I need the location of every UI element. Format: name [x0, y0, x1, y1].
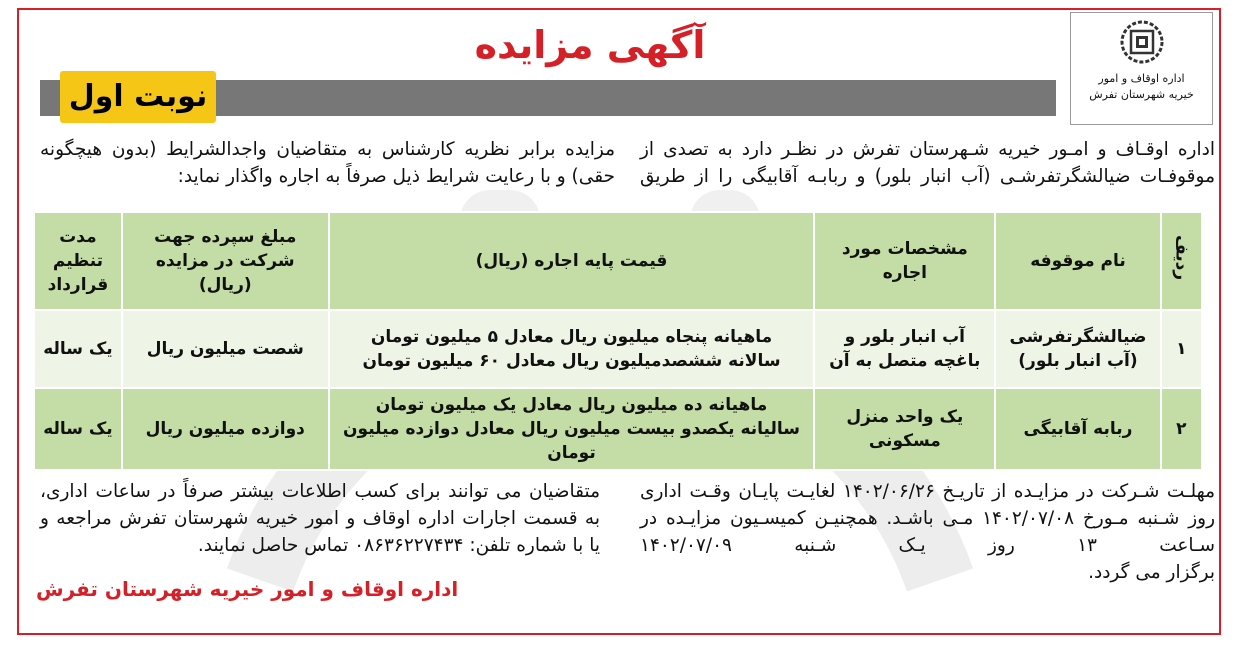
- round-badge-label: نوبت اول: [68, 79, 208, 114]
- cell-price: [329, 310, 815, 388]
- header-deposit: مبلغ سپرده جهت شرکت در مزایده (ریال): [122, 212, 329, 310]
- organization-logo-box: [1070, 12, 1213, 125]
- intro-paragraph: [40, 136, 1215, 196]
- round-badge: [60, 71, 216, 123]
- auction-table: [33, 211, 1203, 471]
- table-row: [34, 310, 1202, 388]
- cell-name: ضیالشگرتفرشی (آب انبار بلور): [995, 310, 1160, 388]
- price-yearly: سالانه ششصدمیلیون ریال معادل ۶۰ میلیون تومان: [362, 351, 781, 371]
- cell-term: یک ساله: [34, 388, 122, 470]
- header-spec: مشخصات مورد اجاره: [814, 212, 995, 310]
- cell-deposit: شصت میلیون ریال: [122, 310, 329, 388]
- header-no: ردیف: [1161, 212, 1202, 310]
- price-monthly: ماهیانه پنجاه میلیون ریال معادل ۵ میلیون تومان: [370, 327, 773, 347]
- org-name-line2: خیریه شهرستان تفرش: [1089, 88, 1194, 101]
- deadline-main: مهلـت شـرکت در مزایـده از تاریـخ ۱۴۰۲/۰۶/۲۶ لغایـت پایـان وقـت اداری روز شـنبه مـورخ ۱۴۰۲/۰۷/۰۸ مـی باشـد. همچنیـن کمیسـیون مزایـده در سـاعت ۱۳ روز یـک شـنبه ۱۴۰۲/۰۷/۰۹: [640, 481, 1216, 556]
- notice-title: آگهی مزایده: [474, 23, 706, 67]
- header-price: قیمت پایه اجاره (ریال): [329, 212, 815, 310]
- deadline-text: [640, 478, 1215, 586]
- price-yearly: سالیانه یکصدو بیست میلیون ریال معادل دوازده میلیون تومان: [343, 419, 800, 463]
- cell-deposit: دوازده میلیون ریال: [122, 388, 329, 470]
- price-monthly: ماهیانه ده میلیون ریال معادل یک میلیون تومان: [375, 395, 768, 415]
- org-name-line1: اداره اوقاف و امور: [1098, 72, 1185, 85]
- cell-no: ۱: [1161, 310, 1202, 388]
- table-header-row: [34, 212, 1202, 310]
- header-term: مدت تنظیم قرارداد: [34, 212, 122, 310]
- intro-right-column: اداره اوقـاف و امـور خیریه شـهرستان تفرش در نظـر دارد به تصدی از موقوفـات ضیالشگرتفرشـی (آب انبار بلور) و ربابـه آقابیگی را از طریق: [640, 139, 1215, 187]
- table-row: [34, 388, 1202, 470]
- cell-no: ۲: [1161, 388, 1202, 470]
- cell-spec: یک واحد منزل مسکونی: [814, 388, 995, 470]
- cell-name: ربابه آقابیگی: [995, 388, 1160, 470]
- cell-term: یک ساله: [34, 310, 122, 388]
- cell-price: [329, 388, 815, 470]
- header-name: نام موقوفه: [995, 212, 1160, 310]
- emblem-icon: [1119, 19, 1165, 65]
- deadline-last-line: برگزار می گردد.: [1088, 562, 1215, 583]
- intro-left-column: مزایده برابر نظریه کارشناس به متقاضیان واجدالشرایط (بدون هیچگونه حقی) و با رعایت شرایط ذیل صرفاً به اجاره واگذار نماید:: [40, 139, 615, 187]
- contact-text: متقاضیان می توانند برای کسب اطلاعات بیشتر صرفاً در ساعات اداری، به قسمت اجارات اداره اوقاف و امور خیریه شهرستان تفرش مراجعه و یا با شماره تلفن: ۰۸۶۳۶۲۲۷۴۳۴ تماس حاصل نمایند.: [40, 481, 600, 556]
- cell-spec: آب انبار بلور و باغچه متصل به آن: [814, 310, 995, 388]
- signature-org: اداره اوقاف و امور خیریه شهرستان تفرش: [36, 577, 459, 601]
